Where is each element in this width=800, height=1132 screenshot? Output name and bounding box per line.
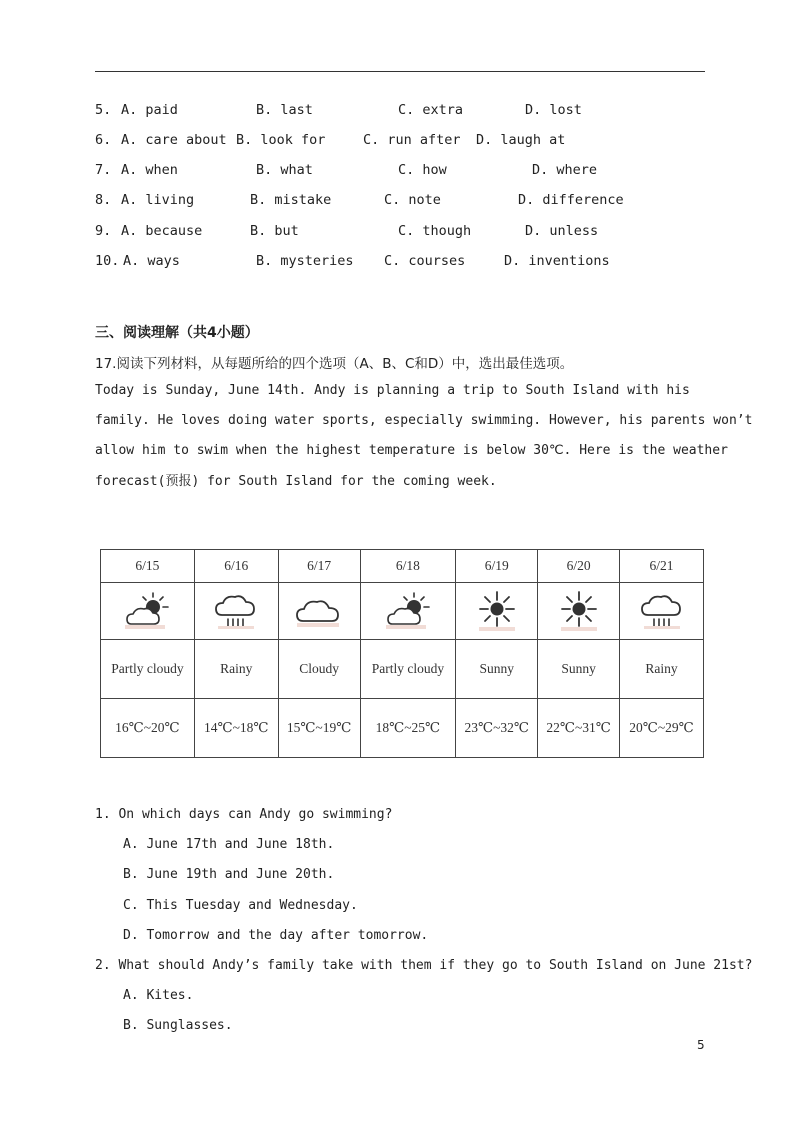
option-c: C. extra	[398, 102, 464, 118]
forecast-temp: 23℃~32℃	[456, 699, 538, 758]
question-2-option-a: A. Kites.	[123, 988, 194, 1003]
weather-forecast-table	[100, 549, 704, 758]
forecast-icon-row	[101, 583, 704, 640]
option-b: B. last	[256, 102, 313, 118]
forecast-temp: 18℃~25℃	[360, 699, 456, 758]
forecast-date: 6/20	[538, 550, 620, 583]
question-number: 10.	[95, 253, 120, 269]
question-number: 6.	[95, 132, 112, 148]
page-number: 5	[697, 1038, 705, 1052]
forecast-date: 6/18	[360, 550, 456, 583]
forecast-condition: Cloudy	[278, 640, 360, 699]
passage-line-4: forecast(预报) for South Island for the coming week.	[95, 474, 497, 489]
forecast-temp: 22℃~31℃	[538, 699, 620, 758]
forecast-condition-row	[101, 640, 704, 699]
forecast-date: 6/19	[456, 550, 538, 583]
sun-icon	[469, 589, 525, 633]
option-d: D. laugh at	[476, 132, 566, 148]
forecast-date-row	[101, 550, 704, 583]
option-a: A. paid	[121, 102, 178, 118]
sun-icon	[551, 589, 607, 633]
question-number: 5.	[95, 102, 112, 118]
passage-line-2: family. He loves doing water sports, especially swimming. However, his parents won’t	[95, 413, 753, 428]
forecast-temp: 16℃~20℃	[101, 699, 195, 758]
forecast-condition: Rainy	[620, 640, 704, 699]
option-d: D. where	[532, 162, 598, 178]
partly-cloudy-icon	[119, 591, 175, 631]
option-d: D. lost	[525, 102, 582, 118]
option-c: C. though	[398, 223, 472, 239]
cloud-icon	[291, 591, 347, 631]
question-1-stem: 1. On which days can Andy go swimming?	[95, 807, 393, 822]
forecast-condition: Partly cloudy	[101, 640, 195, 699]
option-c: C. courses	[384, 253, 466, 269]
option-b: B. look for	[236, 132, 326, 148]
forecast-date: 6/21	[620, 550, 704, 583]
passage-line-1: Today is Sunday, June 14th. Andy is planning a trip to South Island with his	[95, 383, 690, 398]
option-b: B. but	[250, 223, 299, 239]
section-title: 三、阅读理解（共4小题）	[95, 325, 259, 341]
option-c: C. run after	[363, 132, 461, 148]
option-a: A. living	[121, 192, 195, 208]
forecast-temp-row	[101, 699, 704, 758]
option-a: A. because	[121, 223, 203, 239]
option-c: C. how	[398, 162, 447, 178]
partly-cloudy-icon	[380, 591, 436, 631]
question-number: 8.	[95, 192, 112, 208]
forecast-temp: 15℃~19℃	[278, 699, 360, 758]
option-c: C. note	[384, 192, 441, 208]
question-2-stem: 2. What should Andy’s family take with them if they go to South Island on June 21st?	[95, 958, 753, 973]
passage-line-3: allow him to swim when the highest temperature is below 30℃. Here is the weather	[95, 443, 728, 458]
forecast-condition: Rainy	[194, 640, 278, 699]
header-rule	[95, 71, 705, 72]
question-number: 7.	[95, 162, 112, 178]
forecast-date: 6/16	[194, 550, 278, 583]
forecast-temp: 14℃~18℃	[194, 699, 278, 758]
option-a: A. ways	[123, 253, 180, 269]
rain-icon	[208, 591, 264, 631]
question-1-option-c: C. This Tuesday and Wednesday.	[123, 898, 358, 913]
rain-icon	[634, 591, 690, 631]
option-d: D. unless	[525, 223, 599, 239]
forecast-date: 6/15	[101, 550, 195, 583]
option-d: D. inventions	[504, 253, 610, 269]
forecast-condition: Partly cloudy	[360, 640, 456, 699]
section-instruction: 17.阅读下列材料，从每题所给的四个选项（A、B、C和D）中，选出最佳选项。	[95, 356, 574, 372]
question-2-option-b: B. Sunglasses.	[123, 1018, 233, 1033]
forecast-condition: Sunny	[456, 640, 538, 699]
forecast-condition: Sunny	[538, 640, 620, 699]
question-1-option-b: B. June 19th and June 20th.	[123, 867, 335, 882]
option-d: D. difference	[518, 192, 624, 208]
option-a: A. care about	[121, 132, 227, 148]
forecast-temp: 20℃~29℃	[620, 699, 704, 758]
option-b: B. what	[256, 162, 313, 178]
question-number: 9.	[95, 223, 112, 239]
forecast-date: 6/17	[278, 550, 360, 583]
option-b: B. mistake	[250, 192, 332, 208]
option-b: B. mysteries	[256, 253, 354, 269]
question-1-option-d: D. Tomorrow and the day after tomorrow.	[123, 928, 429, 943]
question-1-option-a: A. June 17th and June 18th.	[123, 837, 335, 852]
option-a: A. when	[121, 162, 178, 178]
